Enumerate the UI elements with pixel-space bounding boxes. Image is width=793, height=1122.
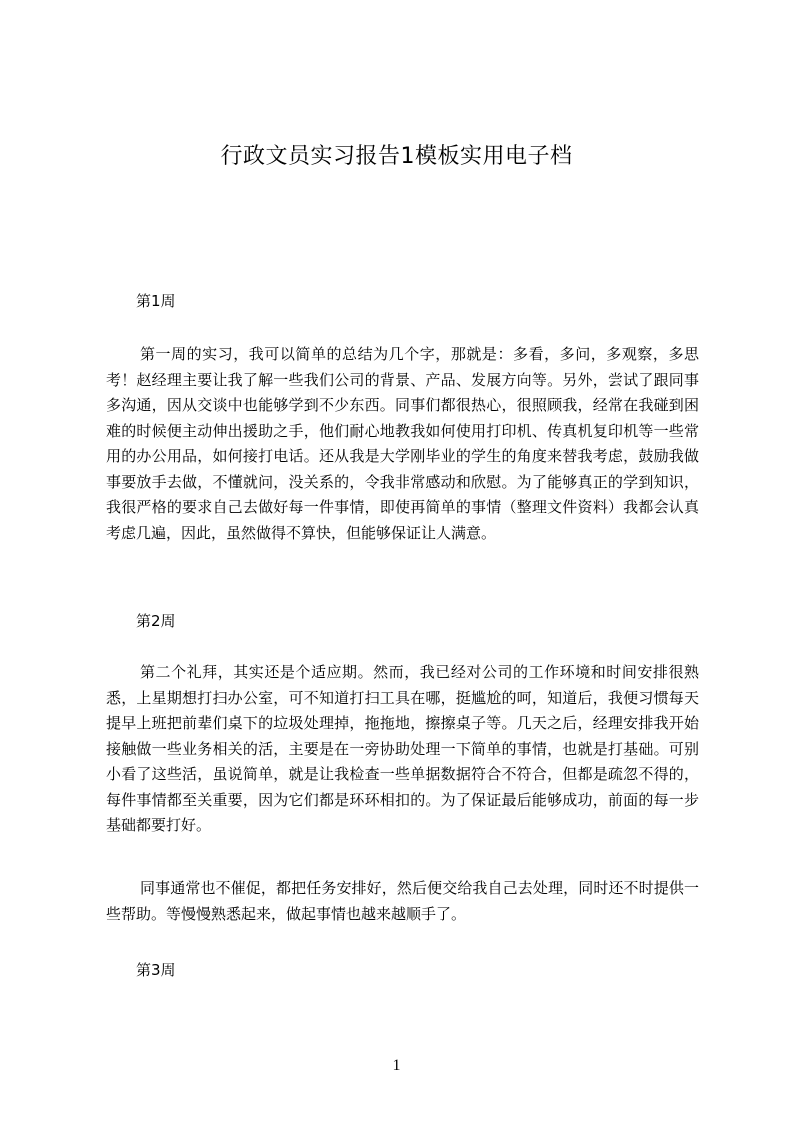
section-heading-week-1: 第1周 (136, 292, 176, 310)
section-paragraph-week-1: 第一周的实习，我可以简单的总结为几个字，那就是：多看，多问，多观察，多思考！赵经理主要让我了解一些我们公司的背景、产品、发展方向等。另外，尝试了跟同事多沟通，因从交谈中也能够学到不少东西。同事们都很热心，很照顾我，经常在我碰到困难的时候便主动伸出援助之手，他们耐心地教我如何使用打印机、传真机复印机等一些常用的办公用品，如何接打电话。还从我是大学刚毕业的学生的角度来替我考虑，鼓励我做事要放手去做，不懂就问，没关系的，令我非常感动和欣慰。为了能够真正的学到知识，我很严格的要求自己去做好每一件事情，即使再简单的事情（整理文件资料）我都会认真考虑几遍，因此，虽然做得不算快，但能够保证让人满意。 (106, 345, 699, 542)
document-title: 行政文员实习报告1模板实用电子档 (220, 144, 573, 169)
page-number: 1 (392, 1057, 401, 1074)
section-heading-week-3: 第3周 (136, 961, 176, 979)
section-heading-week-2: 第2周 (136, 612, 176, 630)
section-paragraph-week-2b: 同事通常也不催促，都把任务安排好，然后便交给我自己去处理，同时还不时提供一些帮助。等慢慢熟悉起来，做起事情也越来越顺手了。 (106, 879, 699, 923)
section-paragraph-week-2a: 第二个礼拜，其实还是个适应期。然而，我已经对公司的工作环境和时间安排很熟悉，上星期想打扫办公室，可不知道打扫工具在哪，挺尴尬的呵，知道后，我便习惯每天提早上班把前辈们桌下的垃圾处理掉，拖拖地，擦擦桌子等。几天之后，经理安排我开始接触做一些业务相关的活，主要是在一旁协助处理一下简单的事情，也就是打基础。可别小看了这些活，虽说简单，就是让我检查一些单据数据符合不符合，但都是疏忽不得的，每件事情都至关重要，因为它们都是环环相扣的。为了保证最后能够成功，前面的每一步基础都要打好。 (106, 663, 699, 834)
